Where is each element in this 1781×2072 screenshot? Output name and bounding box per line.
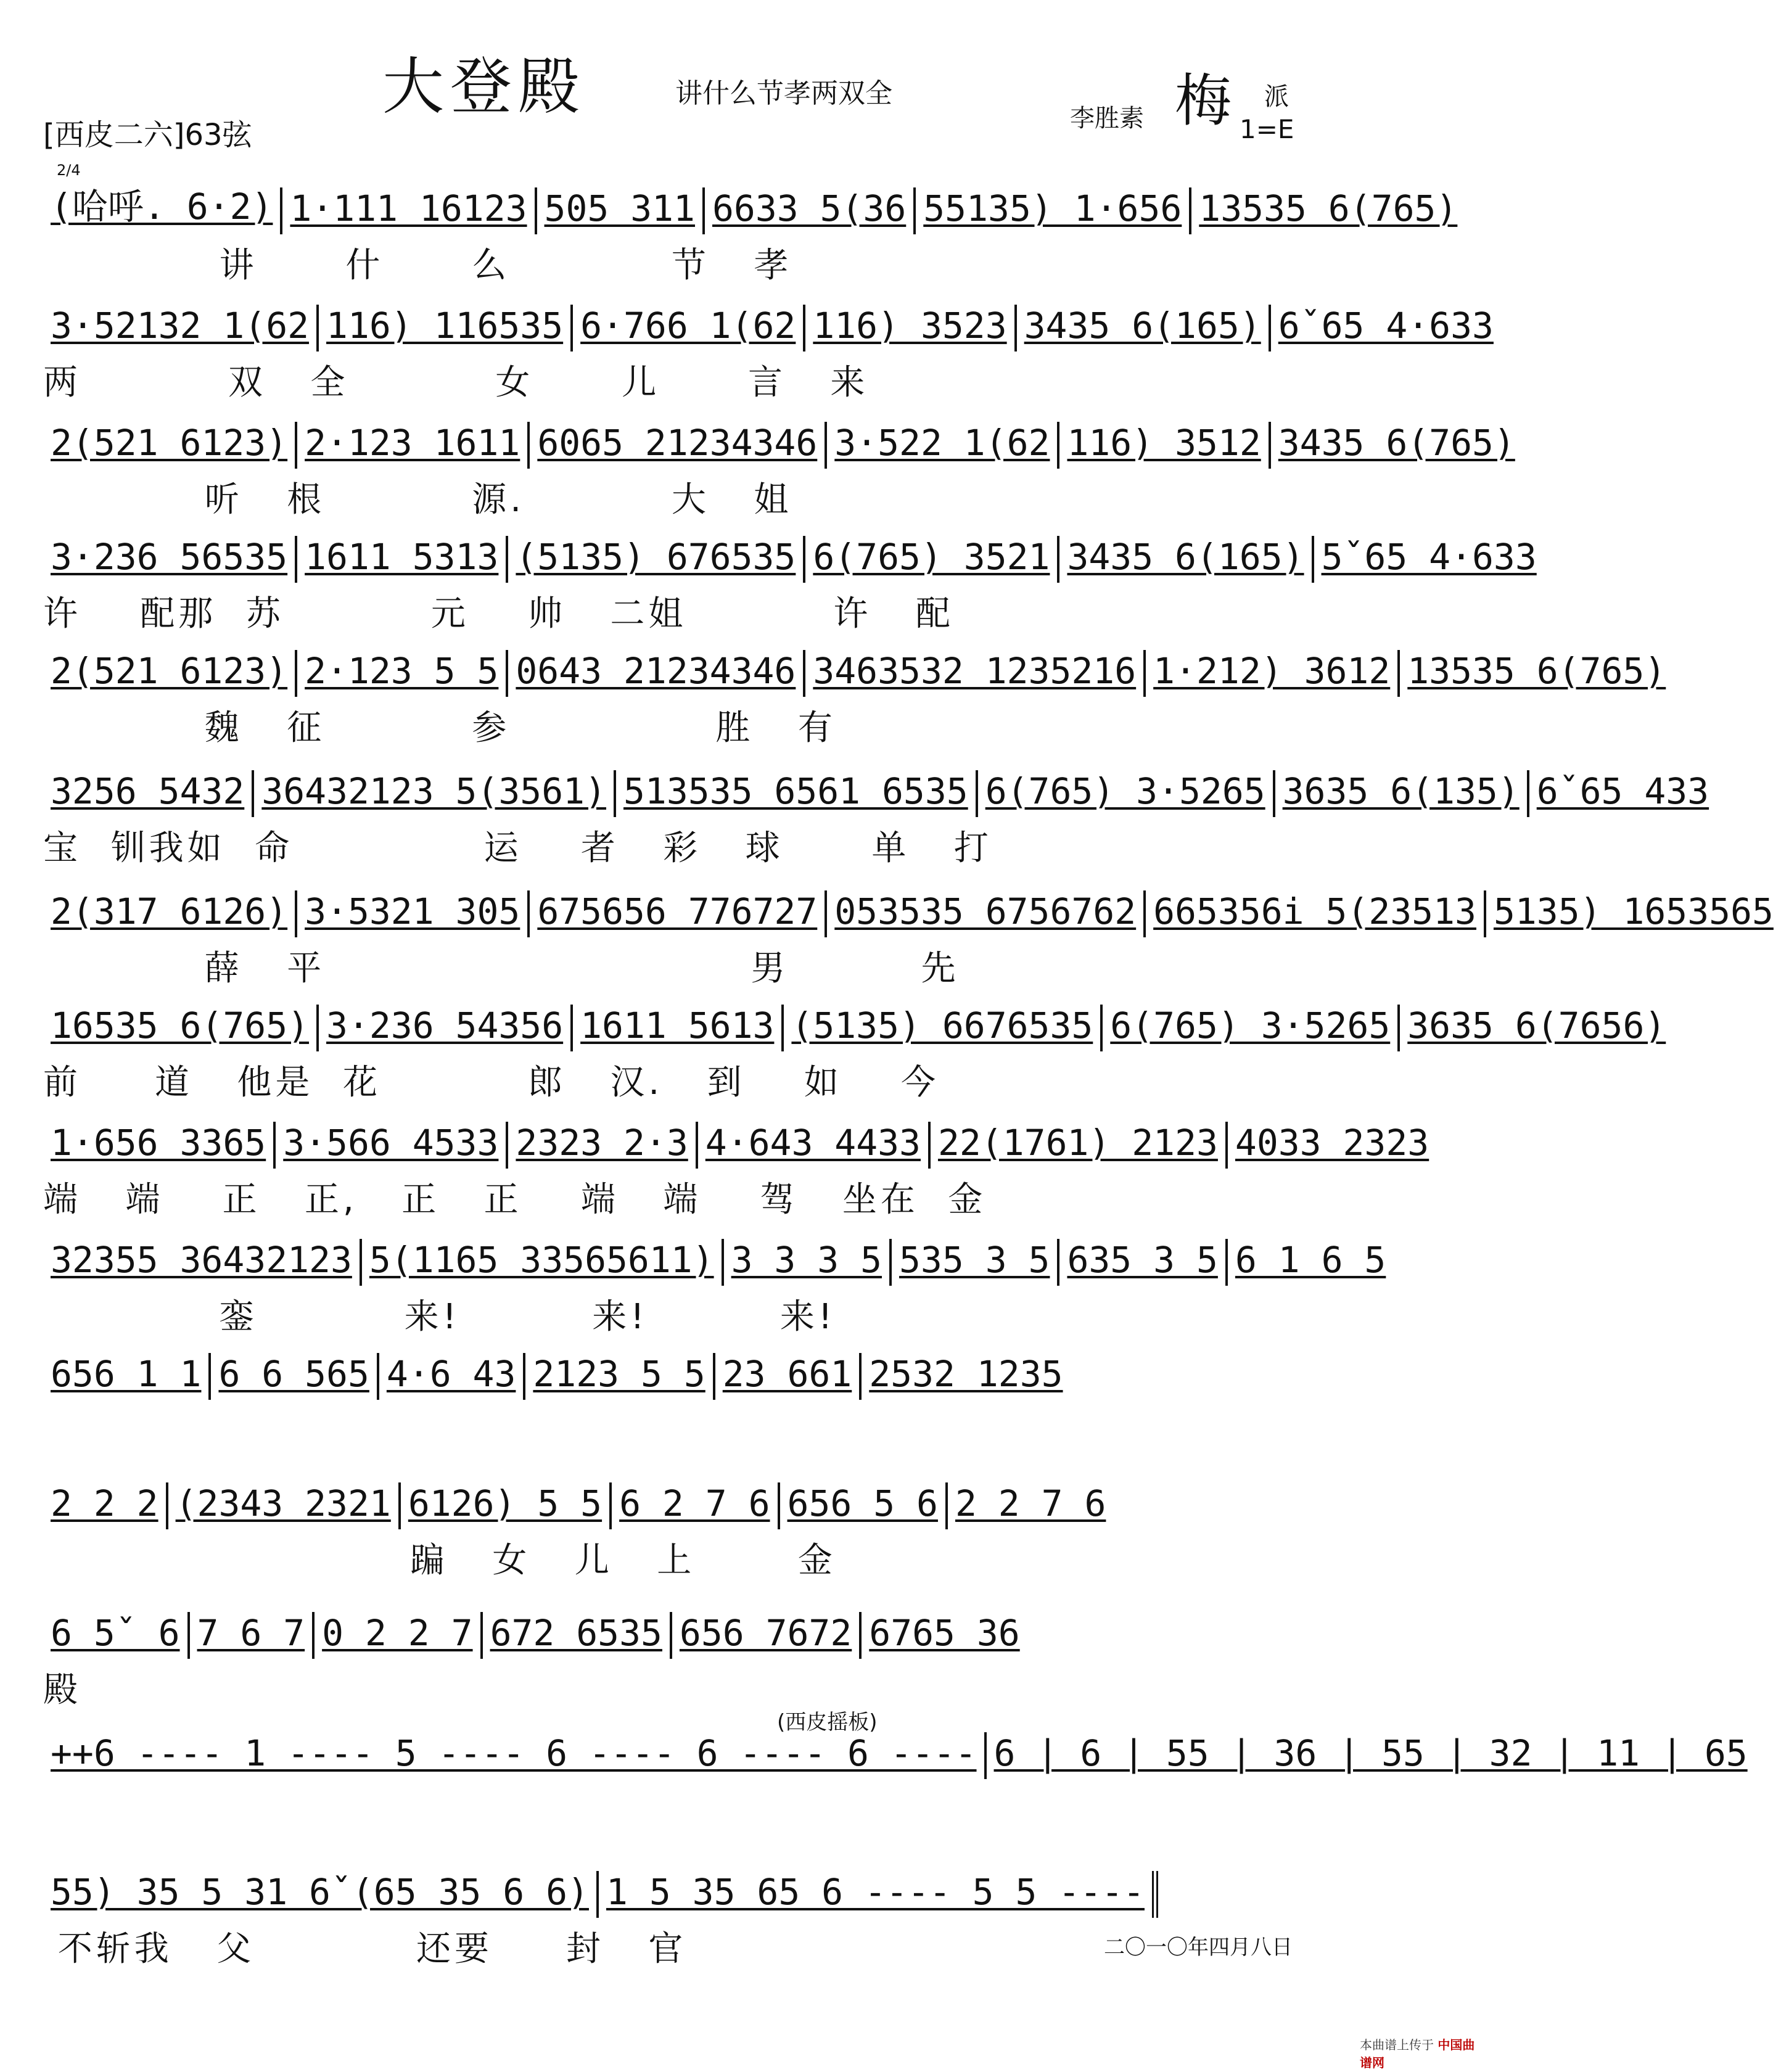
measure-notes: 6 6 565: [218, 1353, 369, 1395]
measure: [480, 1612, 670, 1659]
notation-line: [43, 648, 1666, 697]
measure: [1100, 1005, 1397, 1051]
measure: [43, 1612, 187, 1659]
measure-notes: (2343 2321: [175, 1482, 391, 1524]
notation-line: [43, 1730, 1748, 1779]
measure: [295, 890, 527, 937]
mode-label: [西皮二六]63弦: [43, 118, 252, 152]
measure: [273, 1122, 506, 1169]
measure-notes: 2123 5 5: [533, 1353, 705, 1395]
measure: [614, 770, 976, 817]
notation-system: [43, 185, 1458, 287]
lyrics-line: 两 双 全 女 儿 言 来: [43, 363, 869, 403]
measure-notes: 505 311: [544, 187, 695, 229]
measure: [43, 1732, 984, 1779]
measure: [316, 305, 570, 352]
measure: [1484, 890, 1781, 937]
notation-system: [43, 419, 1515, 522]
measure: [778, 1482, 945, 1529]
lyrics-line: 殿: [43, 1670, 81, 1710]
measure: [187, 1612, 313, 1659]
measure-notes: 2·123 5 5: [305, 650, 499, 692]
measure-notes: (5135) 6676535: [791, 1005, 1093, 1046]
measure-notes: 5(1165 33565611): [369, 1239, 714, 1281]
notation-line: [43, 1236, 1386, 1286]
notation-system: [43, 1868, 1326, 1971]
measure: [1269, 422, 1523, 469]
measure-notes: 3463532 1235216: [813, 650, 1137, 692]
measure: [1057, 422, 1268, 469]
measure-notes: 6 1 6 5: [1235, 1239, 1386, 1281]
notation-system: [43, 1119, 1429, 1222]
measure-notes: 2532 1235: [869, 1353, 1063, 1395]
measure: [570, 305, 803, 352]
notation-system: [43, 1480, 1326, 1582]
measure-notes: 6(765) 3·5265: [985, 770, 1265, 812]
measure-notes: 635 3 5: [1067, 1239, 1218, 1281]
measure: [1273, 770, 1527, 817]
measure: [295, 650, 506, 697]
measure-notes: 6·766 1(62: [580, 305, 796, 347]
notation-line: [43, 1350, 1326, 1400]
lyrics-line: 端 端 正 正, 正 正 端 端 驾 坐在 金: [43, 1180, 987, 1220]
measure-notes: 6 | 6 | 55 | 36 | 55 | 32 | 11 | 65: [993, 1732, 1748, 1774]
measure: [1269, 305, 1501, 352]
measure: [1014, 305, 1269, 352]
measure-notes: 3435 6(165): [1024, 305, 1261, 347]
measure: [596, 1871, 1158, 1918]
lyrics-line: 不斩我 父 还要 封 官: [43, 1929, 687, 1969]
measure: [803, 650, 1143, 697]
measure-notes: 4·6 43: [386, 1353, 516, 1395]
measure-notes: 5135) 1653565: [1493, 890, 1774, 932]
measure: [803, 536, 1057, 583]
measure: [713, 1353, 860, 1400]
score-subtitle: 讲什么节孝两双全: [675, 78, 892, 109]
measure: [43, 650, 295, 697]
measure: [527, 890, 825, 937]
measure: [889, 1239, 1057, 1286]
tempo-annotation: (西皮摇板): [777, 1710, 878, 1735]
measure: [43, 1482, 166, 1529]
notation-line: [43, 419, 1515, 469]
measure-notes: 6065 21234346: [537, 422, 818, 464]
measure-notes: 2 2 7 6: [955, 1482, 1106, 1524]
measure: [1225, 1239, 1393, 1286]
score-title: 大登殿: [382, 51, 586, 123]
measure: [609, 1482, 777, 1529]
measure: [1057, 536, 1311, 583]
measure-notes: 3·236 56535: [51, 536, 288, 578]
measure-notes: 1·212) 3612: [1153, 650, 1391, 692]
measure-notes: 36432123 5(3561): [261, 770, 606, 812]
measure-notes: 3635 6(135): [1282, 770, 1520, 812]
measure-notes: 16535 6(765): [51, 1005, 310, 1046]
measure-notes: 3·236 54356: [326, 1005, 564, 1046]
lyrics-line: 銮 来! 来! 来!: [43, 1297, 836, 1337]
measure-notes: 3435 6(765): [1278, 422, 1515, 464]
measure: [696, 1122, 928, 1169]
measure: [984, 1732, 1755, 1779]
lyrics-line: 宝 钏我如 命 运 者 彩 球 单 打: [43, 828, 992, 868]
measure: [928, 1122, 1225, 1169]
measure-notes: 513535 6561 6535: [623, 770, 968, 812]
notation-line: [43, 302, 1494, 352]
measure-notes: 1·111 16123: [290, 187, 527, 229]
measure: [781, 1005, 1100, 1051]
measure-notes: 4·643 4433: [705, 1122, 921, 1164]
measure: [825, 422, 1057, 469]
measure-notes: 13535 6(765): [1199, 187, 1458, 229]
measure: [1397, 1005, 1673, 1051]
measure: [506, 1122, 695, 1169]
measure-notes: 0 2 2 7: [322, 1612, 473, 1654]
notation-line: [43, 1119, 1429, 1169]
measure: [1057, 1239, 1225, 1286]
notation-system: [43, 533, 1537, 636]
measure: [166, 1482, 398, 1529]
measure-notes: 656 5 6: [787, 1482, 938, 1524]
measure: [312, 1612, 480, 1659]
measure: [945, 1482, 1113, 1529]
lyrics-line: 讲 什 么 节 孝: [43, 245, 792, 286]
measure-notes: 656 7672: [679, 1612, 852, 1654]
notation-line: [43, 1480, 1326, 1529]
measure: [43, 1353, 208, 1400]
measure-notes: 672 6535: [490, 1612, 662, 1654]
notation-system: [43, 1350, 1326, 1453]
measure: [1189, 187, 1465, 234]
notation-system: [43, 302, 1494, 405]
measure: [252, 770, 614, 817]
notation-system: [43, 888, 1774, 990]
measure-notes: 6ˇ65 433: [1536, 770, 1709, 812]
lyrics-line: 听 根 源. 大 姐: [43, 480, 792, 520]
measure-notes: 2·123 1611: [305, 422, 520, 464]
measure-notes: 3·522 1(62: [834, 422, 1050, 464]
time-signature: 2/4: [57, 162, 81, 179]
measure: [43, 1122, 273, 1169]
measure: [43, 1239, 360, 1286]
measure-notes: 1·656 3365: [51, 1122, 266, 1164]
measure-notes: 6ˇ65 4·633: [1278, 305, 1494, 347]
measure: [527, 422, 825, 469]
measure: [859, 1353, 1070, 1400]
measure: [1143, 890, 1484, 937]
measure: [43, 187, 280, 234]
measure: [43, 1005, 316, 1051]
measure: [43, 536, 295, 583]
measure-notes: 5ˇ65 4·633: [1321, 536, 1537, 578]
measure-notes: 2 2 2: [51, 1482, 158, 1524]
notation-system: [43, 1002, 1666, 1104]
measure: [722, 1239, 889, 1286]
footer-logo: 中国曲谱网: [1360, 2037, 1475, 2070]
measure-notes: 1611 5313: [305, 536, 499, 578]
measure-notes: 6126) 5 5: [408, 1482, 603, 1524]
lyrics-line: [43, 1779, 1326, 1832]
measure-notes: 1 5 35 65 6 ---- 5 5 ----: [606, 1871, 1145, 1913]
measure: [825, 890, 1143, 937]
school-mark: 梅: [1175, 68, 1232, 134]
measure-notes: 6633 5(36: [712, 187, 907, 229]
notation-line: [43, 768, 1709, 817]
notation-line: [43, 1002, 1666, 1051]
lyrics-line: 许 配那 苏 元 帅 二姐 许 配: [43, 594, 954, 634]
measure: [702, 187, 913, 234]
measure-notes: 6765 36: [869, 1612, 1020, 1654]
measure: [208, 1353, 376, 1400]
measure-notes: 3·52132 1(62: [51, 305, 310, 347]
measure: [523, 1353, 712, 1400]
measure-notes: 55) 35 5 31 6ˇ(65 35 6 6): [51, 1871, 589, 1913]
measure-notes: 2(521 6123): [51, 650, 288, 692]
measure-notes: 2323 2·3: [516, 1122, 688, 1164]
measure-notes: 116) 3512: [1067, 422, 1261, 464]
measure-notes: 7 6 7: [197, 1612, 305, 1654]
measure: [859, 1612, 1027, 1659]
measure-notes: 656 1 1: [51, 1353, 202, 1395]
measure-notes: 2(317 6126): [51, 890, 288, 932]
measure-notes: 3256 5432: [51, 770, 245, 812]
measure-notes: 3 3 3 5: [731, 1239, 882, 1281]
measure: [803, 305, 1014, 352]
measure: [913, 187, 1189, 234]
measure-notes: 23 661: [722, 1353, 852, 1395]
notation-system: [43, 1610, 1326, 1712]
notation-line: [43, 185, 1458, 234]
measure: [295, 536, 506, 583]
measure-notes: 22(1761) 2123: [937, 1122, 1218, 1164]
measure: [1143, 650, 1397, 697]
lyrics-line: 蹁 女 儿 上 金: [43, 1540, 836, 1581]
performer-name: 李胜素: [1070, 104, 1144, 133]
measure-notes: 13535 6(765): [1407, 650, 1666, 692]
notation-line: [43, 1868, 1326, 1918]
measure-notes: 6 5ˇ 6: [51, 1612, 180, 1654]
measure: [1312, 536, 1544, 583]
measure: [316, 1005, 570, 1051]
key-signature: 1=E: [1240, 114, 1294, 144]
measure-notes: 32355 36432123: [51, 1239, 352, 1281]
measure: [976, 770, 1273, 817]
measure-notes: 535 3 5: [899, 1239, 1050, 1281]
measure-notes: 3435 6(165): [1067, 536, 1304, 578]
measure-notes: 2(521 6123): [51, 422, 288, 464]
notation-line: [43, 1610, 1326, 1659]
measure-notes: (哈呼. 6·2): [51, 186, 273, 228]
measure-notes: 675656 776727: [537, 890, 818, 932]
measure-notes: 55135) 1·656: [923, 187, 1182, 229]
measure: [43, 890, 295, 937]
lyrics-line: 前 道 他是 花 郎 汉. 到 如 今: [43, 1063, 940, 1103]
measure-notes: ++6 ---- 1 ---- 5 ---- 6 ---- 6 ---- 6 ----: [51, 1732, 977, 1774]
notation-system: [43, 1236, 1386, 1339]
measure-notes: (5135) 676535: [516, 536, 796, 578]
lyrics-line: 薛 平 男 先: [43, 948, 960, 989]
measure-notes: 116) 3523: [813, 305, 1007, 347]
measure: [1527, 770, 1716, 817]
footer-text: 本曲谱上传于: [1360, 2037, 1434, 2052]
measure: [43, 422, 295, 469]
measure: [295, 422, 527, 469]
measure-notes: 665356i 5(23513: [1153, 890, 1476, 932]
school-tag: 派: [1264, 83, 1289, 111]
measure: [398, 1482, 609, 1529]
measure-notes: 3635 6(7656): [1407, 1005, 1666, 1046]
measure-notes: 116) 116535: [326, 305, 564, 347]
measure: [1225, 1122, 1436, 1169]
notation-line: [43, 888, 1774, 937]
notation-system: [43, 1710, 1748, 1832]
measure: [670, 1612, 859, 1659]
measure: [360, 1239, 722, 1286]
measure: [280, 187, 534, 234]
notation-line: [43, 533, 1537, 583]
measure-notes: 3·5321 305: [305, 890, 520, 932]
measure: [43, 305, 316, 352]
measure: [506, 536, 803, 583]
measure-notes: 4033 2323: [1235, 1122, 1429, 1164]
measure-notes: 6(765) 3·5265: [1110, 1005, 1391, 1046]
measure-notes: 6 2 7 6: [619, 1482, 770, 1524]
measure: [1397, 650, 1673, 697]
measure: [377, 1353, 524, 1400]
measure: [535, 187, 702, 234]
notation-system: [43, 648, 1666, 750]
measure: [570, 1005, 781, 1051]
measure: [506, 650, 803, 697]
site-footer: [1360, 2035, 1480, 2071]
measure: [43, 1871, 596, 1918]
lyrics-line: 魏 征 参 胜 有: [43, 708, 836, 748]
measure-notes: 3·566 4533: [283, 1122, 499, 1164]
measure-notes: 0643 21234346: [516, 650, 796, 692]
notation-system: [43, 768, 1709, 870]
lyrics-line: [43, 1400, 1326, 1453]
date-note: 二〇一〇年四月八日: [1104, 1935, 1293, 1960]
measure-notes: 053535 6756762: [834, 890, 1137, 932]
measure-notes: 1611 5613: [580, 1005, 775, 1046]
measure: [43, 770, 252, 817]
measure-notes: 6(765) 3521: [813, 536, 1050, 578]
